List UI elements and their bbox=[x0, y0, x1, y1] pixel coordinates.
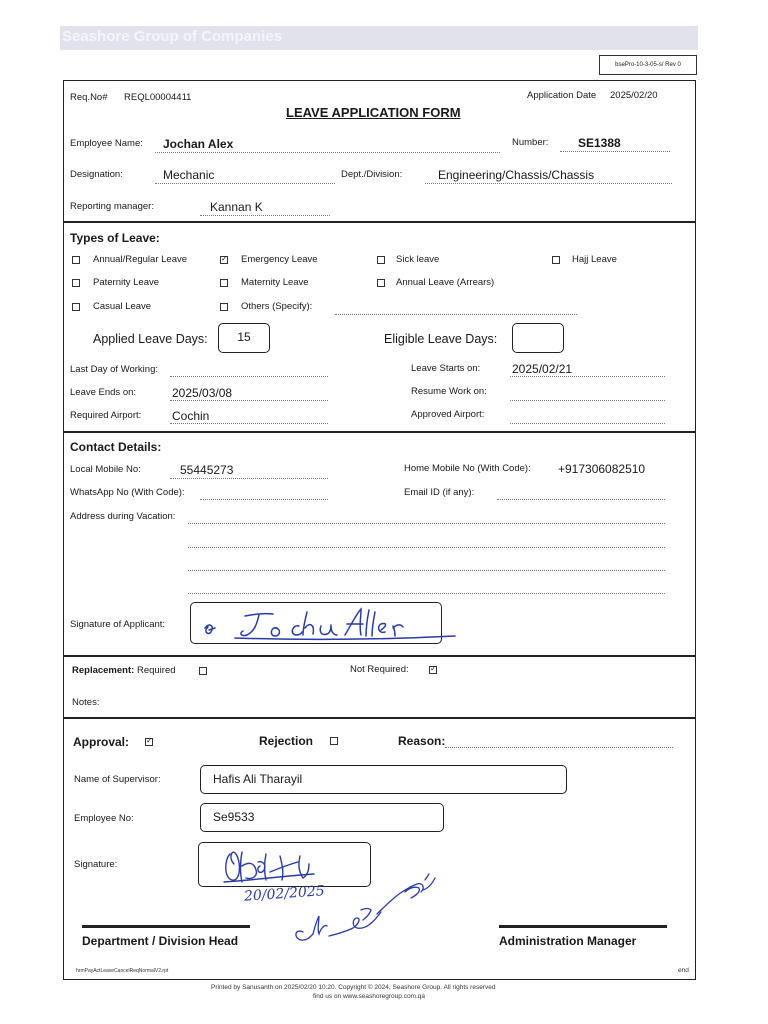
supervisor-field[interactable] bbox=[200, 765, 567, 794]
designation-value: Mechanic bbox=[163, 168, 215, 182]
casual-checkbox[interactable] bbox=[72, 303, 80, 311]
dotted-line bbox=[155, 183, 335, 184]
approval-label: Approval: bbox=[73, 735, 130, 749]
dotted-line bbox=[170, 400, 328, 401]
dotted-line bbox=[188, 523, 665, 524]
home-mobile-value: +917306082510 bbox=[558, 462, 646, 476]
paternity-label: Paternity Leave bbox=[93, 277, 160, 288]
dotted-line bbox=[425, 183, 672, 184]
others-label: Others (Specify): bbox=[241, 301, 313, 312]
dotted-line bbox=[497, 499, 665, 500]
last-day-label: Last Day of Working: bbox=[70, 364, 159, 375]
employee-no-field[interactable] bbox=[200, 803, 444, 832]
not-required-label: Not Required: bbox=[350, 664, 409, 675]
employee-name-value: Jochan Alex bbox=[163, 137, 234, 151]
form-frame bbox=[63, 80, 696, 980]
local-mobile-label: Local Mobile No: bbox=[70, 464, 141, 475]
maternity-label: Maternity Leave bbox=[241, 277, 309, 288]
dotted-line bbox=[155, 152, 500, 153]
local-mobile-value: 55445273 bbox=[180, 463, 234, 477]
form-title: LEAVE APPLICATION FORM bbox=[286, 105, 461, 120]
annual-regular-checkbox[interactable] bbox=[72, 256, 80, 264]
emergency-checkbox[interactable] bbox=[220, 256, 228, 264]
required-airport-label: Required Airport: bbox=[70, 410, 142, 421]
eligible-leave-days-label: Eligible Leave Days: bbox=[384, 332, 498, 346]
dotted-line bbox=[188, 570, 665, 571]
supervisor-value: Hafis Ali Tharayil bbox=[213, 772, 303, 786]
website: find us on www.seashoregroup.com.qa bbox=[313, 993, 426, 1000]
types-of-leave-heading: Types of Leave: bbox=[70, 231, 160, 245]
eligible-leave-days-box[interactable] bbox=[512, 323, 564, 353]
dotted-line bbox=[188, 547, 665, 548]
dotted-line bbox=[560, 151, 670, 152]
dotted-line bbox=[170, 376, 328, 377]
replacement-required-label: Required bbox=[136, 665, 176, 676]
notes-label: Notes: bbox=[72, 697, 100, 708]
leave-starts-value: 2025/02/21 bbox=[512, 362, 573, 376]
annual-regular-label: Annual/Regular Leave bbox=[93, 254, 188, 265]
leave-starts-label: Leave Starts on: bbox=[411, 363, 481, 374]
department-head-label: Department / Division Head bbox=[82, 934, 239, 948]
supervisor-label: Name of Supervisor: bbox=[74, 774, 161, 785]
approval-checkbox[interactable] bbox=[145, 738, 153, 746]
email-label: Email ID (if any): bbox=[404, 487, 475, 498]
employee-name-label: Employee Name: bbox=[70, 138, 143, 149]
dotted-line bbox=[510, 376, 665, 377]
report-id: hrmPayActLeaveCancelReqNormalV2.rpt bbox=[76, 968, 169, 974]
administration-manager-label: Administration Manager bbox=[499, 934, 637, 948]
signature-line bbox=[499, 925, 667, 928]
department-value: Engineering/Chassis/Chassis bbox=[438, 168, 595, 182]
applied-leave-days-value: 15 bbox=[237, 330, 251, 344]
printed-info: Printed by Sanusanth on 2025/02/20 10:20. Copyright © 2024, Seashore Group. All rights reserved bbox=[211, 984, 496, 991]
approved-airport-label: Approved Airport: bbox=[411, 409, 485, 420]
supervisor-signature-label: Signature: bbox=[74, 859, 118, 870]
home-mobile-label: Home Mobile No (With Code): bbox=[404, 463, 531, 474]
application-date-label: Application Date bbox=[527, 90, 597, 101]
signature-line bbox=[82, 925, 250, 928]
dotted-line bbox=[200, 499, 328, 500]
req-no-value: REQL00004411 bbox=[124, 92, 192, 103]
employee-number-label: Number: bbox=[512, 137, 549, 148]
not-required-checkbox[interactable] bbox=[429, 666, 437, 674]
reason-label: Reason: bbox=[398, 734, 446, 748]
replacement-required-checkbox[interactable] bbox=[199, 667, 207, 675]
leave-ends-label: Leave Ends on: bbox=[70, 387, 137, 398]
casual-label: Casual Leave bbox=[93, 301, 152, 312]
required-airport-value: Cochin bbox=[172, 409, 210, 423]
designation-label: Designation: bbox=[70, 169, 123, 180]
address-label: Address during Vacation: bbox=[70, 511, 176, 522]
rejection-label: Rejection bbox=[259, 734, 314, 748]
rejection-checkbox[interactable] bbox=[330, 737, 338, 745]
employee-no-label: Employee No: bbox=[74, 813, 134, 824]
dotted-line bbox=[170, 478, 328, 479]
applicant-signature bbox=[195, 604, 460, 646]
contact-details-heading: Contact Details: bbox=[70, 440, 162, 454]
section-divider bbox=[63, 655, 696, 657]
reporting-manager-value: Kannan K bbox=[210, 200, 263, 214]
department-label: Dept./Division: bbox=[341, 169, 403, 180]
section-divider bbox=[63, 221, 696, 223]
dotted-line bbox=[510, 400, 665, 401]
emergency-label: Emergency Leave bbox=[241, 254, 318, 265]
req-no-label: Req.No# bbox=[70, 92, 108, 103]
dotted-line bbox=[188, 593, 665, 594]
applicant-signature-label: Signature of Applicant: bbox=[70, 619, 166, 630]
applied-leave-days-label: Applied Leave Days: bbox=[93, 332, 208, 346]
leave-ends-value: 2025/03/08 bbox=[172, 386, 233, 400]
end-marker: end bbox=[678, 967, 689, 974]
annual-arrears-label: Annual Leave (Arrears) bbox=[396, 277, 495, 288]
dotted-line bbox=[335, 314, 577, 315]
replacement-heading: Replacement: bbox=[72, 665, 135, 676]
hajj-checkbox[interactable] bbox=[552, 256, 560, 264]
second-signature bbox=[285, 870, 445, 950]
document-reference: bsePro-10-3-05-s/ Rev 0 bbox=[599, 55, 697, 75]
resume-work-label: Resume Work on: bbox=[411, 386, 487, 397]
signature-date: 20/02/2025 bbox=[243, 883, 326, 905]
section-divider bbox=[63, 717, 696, 719]
dotted-line bbox=[445, 747, 673, 748]
section-divider bbox=[63, 431, 696, 433]
application-date-value: 2025/02/20 bbox=[610, 90, 658, 101]
sick-checkbox[interactable] bbox=[377, 256, 385, 264]
dotted-line bbox=[510, 423, 665, 424]
reporting-manager-label: Reporting manager: bbox=[70, 201, 154, 212]
dotted-line bbox=[200, 215, 330, 216]
paternity-checkbox[interactable] bbox=[72, 279, 80, 287]
hajj-label: Hajj Leave bbox=[572, 254, 617, 265]
annual-arrears-checkbox[interactable] bbox=[377, 279, 385, 287]
maternity-checkbox[interactable] bbox=[220, 279, 228, 287]
others-checkbox[interactable] bbox=[220, 303, 228, 311]
dotted-line bbox=[170, 423, 328, 424]
employee-no-value: Se9533 bbox=[213, 810, 255, 824]
whatsapp-label: WhatsApp No (With Code): bbox=[70, 487, 185, 498]
employee-number-value: SE1388 bbox=[578, 136, 621, 150]
replacement-label bbox=[72, 665, 176, 676]
sick-label: Sick leave bbox=[396, 254, 440, 265]
company-name: Seashore Group of Companies bbox=[62, 28, 283, 45]
applied-leave-days-box[interactable] bbox=[218, 323, 270, 353]
